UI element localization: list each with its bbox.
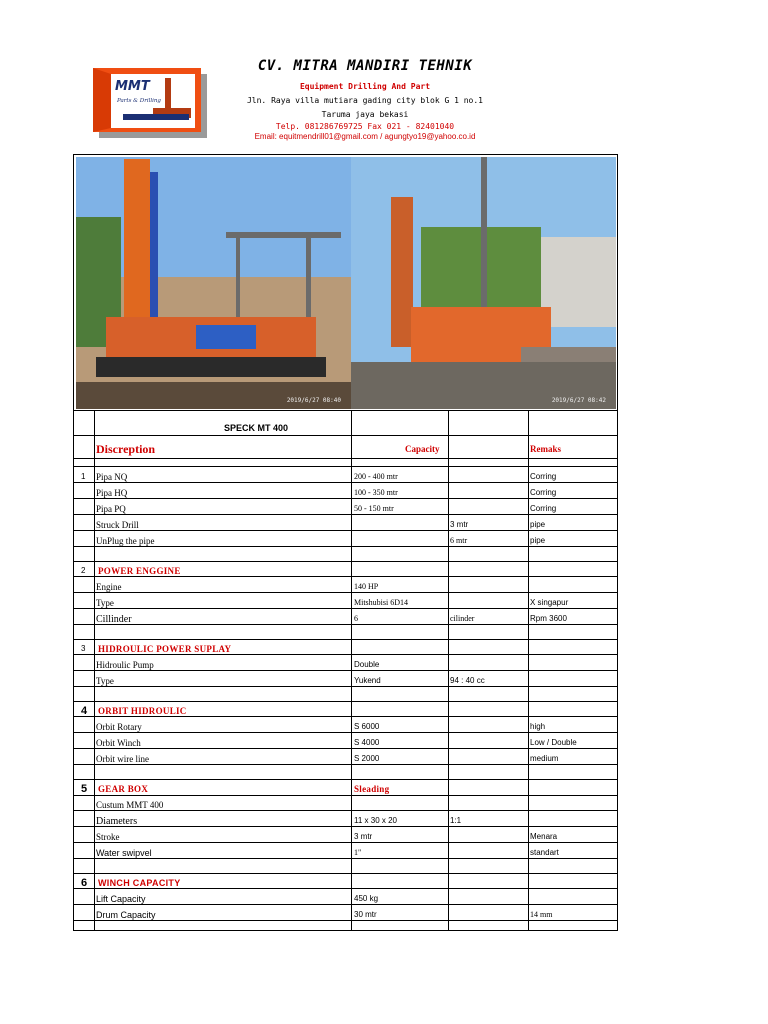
photo-frame [73, 154, 618, 411]
spec-item: Pipa PQ [96, 504, 126, 514]
spec-detail: 1:1 [450, 816, 462, 825]
spec-item: Water swipvel [96, 848, 152, 858]
spec-item: Hidroulic Pump [96, 660, 154, 670]
company-tagline: Equipment Drilling And Part [299, 82, 431, 91]
row-number: 3 [81, 644, 86, 653]
drilling-rig-photo-right [351, 157, 616, 409]
spec-capacity: 30 mtr [354, 910, 377, 919]
spec-capacity: S 4000 [354, 738, 380, 747]
header-description: Discreption [96, 442, 156, 456]
spec-item: Type [96, 676, 114, 686]
spec-remark: pipe [530, 520, 546, 529]
spec-remark: Corring [530, 472, 557, 481]
spec-title: SPECK MT 400 [224, 423, 289, 433]
drilling-rig-photo-left [76, 157, 351, 409]
spec-detail: 94 : 40 cc [450, 676, 485, 685]
spec-capacity: S 2000 [354, 754, 380, 763]
spec-item: UnPlug the pipe [96, 536, 155, 546]
spec-capacity: Double [354, 660, 380, 669]
spec-item: Drum Capacity [96, 910, 156, 920]
row-number: 2 [81, 566, 86, 575]
company-phone: Telp. 081286769725 Fax 021 - 82401040 [275, 122, 455, 131]
spec-capacity: 6 [354, 614, 358, 623]
section-heading: HIDROULIC POWER SUPLAY [98, 644, 232, 654]
row-number: 5 [81, 783, 88, 795]
spec-capacity: 50 - 150 mtr [354, 504, 394, 513]
section-heading: WINCH CAPACITY [98, 878, 181, 888]
spec-item: Struck Drill [96, 520, 139, 530]
company-logo [93, 68, 207, 138]
spec-item: Engine [96, 582, 122, 592]
spec-capacity: S 6000 [354, 722, 380, 731]
spec-remark: high [530, 722, 546, 731]
spec-remark: 14 mm [530, 910, 553, 919]
photo-timestamp-left: 2019/6/27 08:40 [286, 397, 341, 404]
section-heading: GEAR BOX [98, 784, 149, 794]
spec-capacity: 450 kg [354, 894, 379, 903]
spec-item: Diameters [96, 816, 138, 827]
spec-remark: standart [530, 848, 559, 857]
spec-item: Lift Capacity [96, 894, 146, 904]
spec-remark: medium [530, 754, 559, 763]
company-email: Email: equitmendrill01@gmail.com / agungtyo19@yahoo.co.id [254, 132, 476, 141]
spec-remark: Corring [530, 504, 557, 513]
spec-capacity: 200 - 400 mtr [354, 472, 398, 481]
spec-item: Cillinder [96, 614, 132, 625]
spec-capacity: 1" [354, 848, 362, 857]
section-heading: ORBIT HIDROULIC [98, 706, 187, 716]
spec-item: Pipa HQ [96, 488, 128, 498]
spec-capacity: 140 HP [354, 582, 379, 591]
spec-remark: X singapur [530, 598, 569, 607]
spec-remark: Low / Double [530, 738, 577, 747]
spec-remark: pipe [530, 536, 546, 545]
company-city: Taruma jaya bekasi [321, 110, 409, 119]
spec-item: Stroke [96, 832, 120, 842]
spec-detail: cilinder [450, 614, 475, 623]
spec-item: Pipa NQ [96, 472, 128, 482]
spec-remark: Corring [530, 488, 557, 497]
company-name: CV. MITRA MANDIRI TEHNIK [257, 58, 473, 74]
spec-detail: 3 mtr [450, 520, 469, 529]
spec-capacity: 100 - 350 mtr [354, 488, 398, 497]
row-number: 6 [81, 877, 88, 889]
spec-table [73, 411, 618, 931]
row-number: 4 [81, 705, 88, 717]
company-address: Jln. Raya villa mutiara gading city blok G 1 no.1 [246, 96, 483, 105]
section-heading: POWER ENGGINE [98, 566, 181, 576]
spec-item: Orbit Winch [96, 738, 141, 748]
spec-item: Type [96, 598, 114, 608]
spec-remark: Rpm 3600 [530, 614, 567, 623]
spec-capacity: Mitshubisi 6D14 [354, 598, 409, 607]
header-capacity: Capacity [405, 444, 440, 454]
spec-item: Orbit wire line [96, 754, 149, 764]
spec-item: Custum MMT 400 [96, 800, 164, 810]
spec-item: Orbit Rotary [96, 722, 142, 732]
row-number: 1 [81, 472, 86, 481]
header-remarks: Remaks [530, 444, 561, 454]
section-capacity: Sleading [354, 784, 390, 794]
spec-remark: Menara [530, 832, 558, 841]
svg-text:MMT: MMT [115, 79, 150, 94]
photo-timestamp-right: 2019/6/27 08:42 [551, 397, 606, 404]
spec-capacity: 3 mtr [354, 832, 373, 841]
spec-capacity: Yukend [354, 676, 381, 685]
spec-detail: 6 mtr [450, 536, 468, 545]
svg-text:Parts & Drilling: Parts & Drilling [117, 98, 161, 104]
spec-capacity: 11 x 30 x 20 [354, 816, 397, 825]
